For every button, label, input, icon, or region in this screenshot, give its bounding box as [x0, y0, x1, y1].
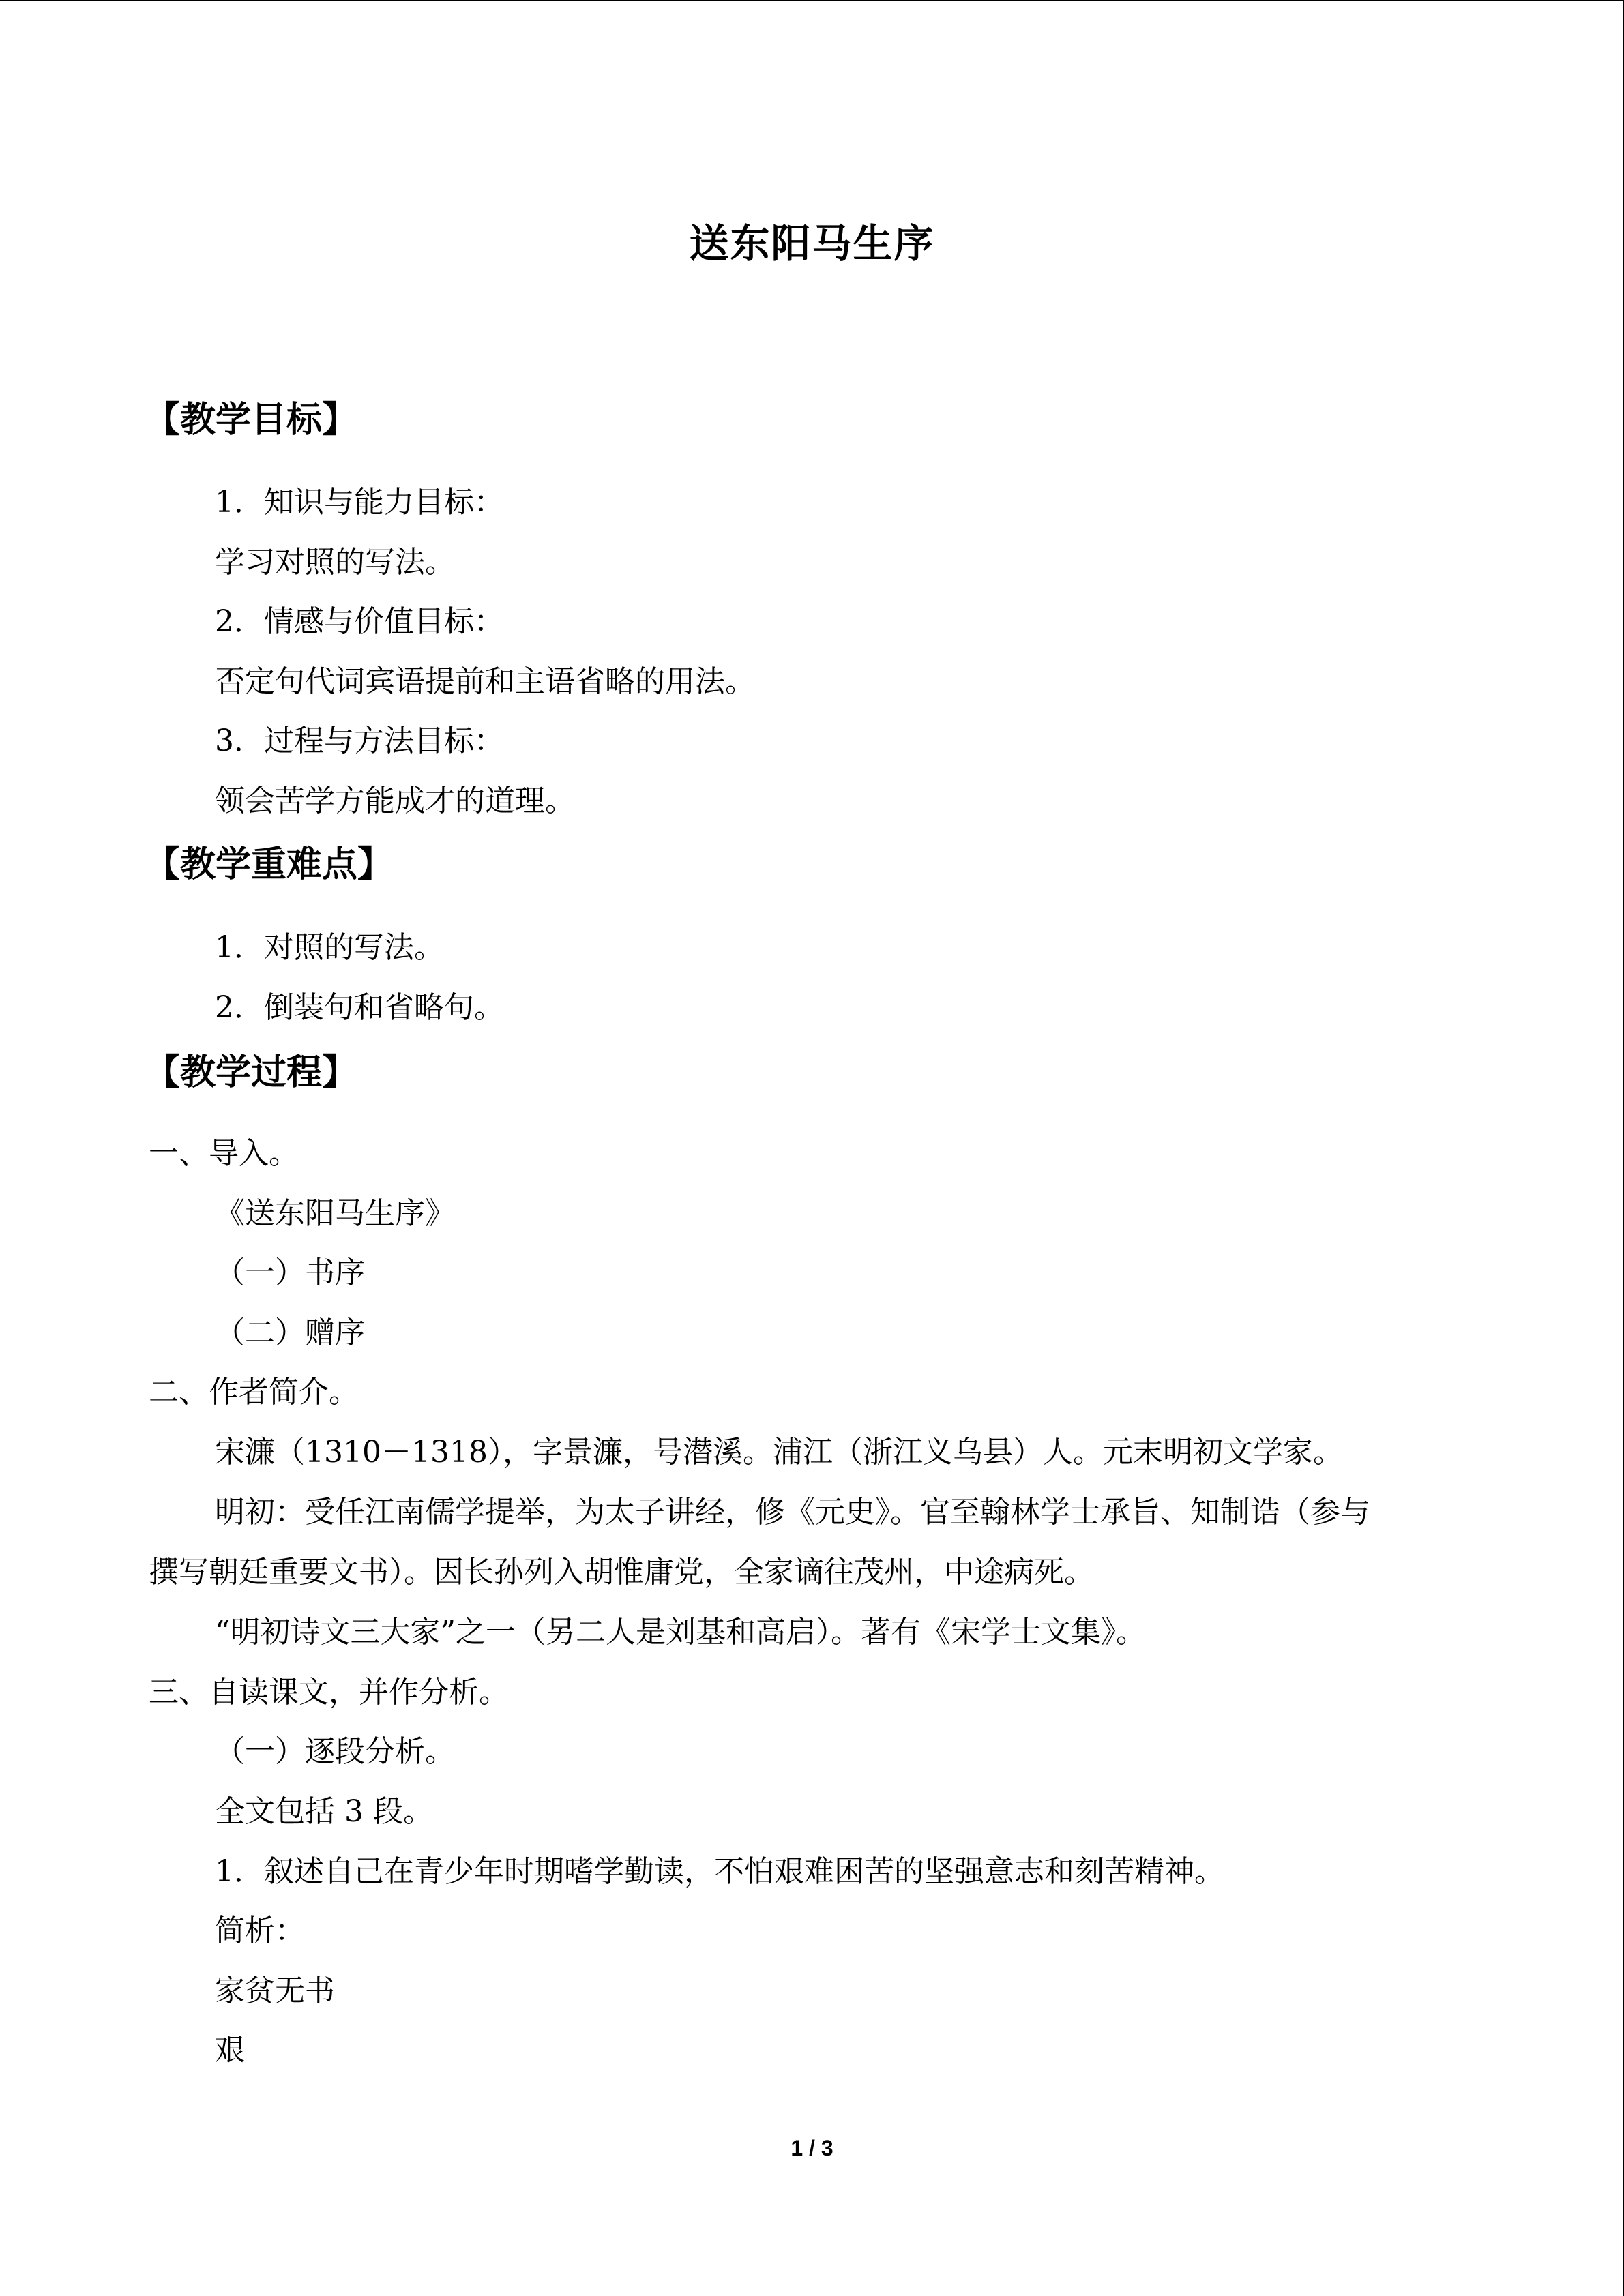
process-line: 1．叙述自己在青少年时期嗜学勤读，不怕艰难困苦的坚强意志和刻苦精神。: [215, 1854, 1224, 1889]
process-line: 《送东阳马生序》: [215, 1196, 455, 1231]
document-title: 送东阳马生序: [689, 220, 935, 267]
process-line: 全文包括 3 段。: [215, 1794, 433, 1829]
process-line: 简析：: [215, 1913, 305, 1948]
process-heading-intro: 一、导入。: [149, 1136, 299, 1171]
process-line: （二）赠序: [215, 1315, 365, 1350]
goal-line: 1．知识与能力目标：: [215, 485, 504, 520]
process-line: 艰: [215, 2033, 245, 2068]
author-paragraph: “明初诗文三大家”之一（另二人是刘基和高启）。著有《宋学士文集》。: [215, 1615, 1146, 1650]
process-heading-reading: 三、自读课文，并作分析。: [149, 1675, 509, 1710]
goal-line: 领会苦学方能成才的道理。: [215, 784, 575, 818]
goal-line: 学习对照的写法。: [215, 545, 455, 580]
process-line: 家贫无书: [215, 1973, 335, 2008]
keypoint-line: 2．倒装句和省略句。: [215, 990, 504, 1025]
section-heading-process: 【教学过程】: [145, 1052, 358, 1093]
goal-line: 3．过程与方法目标：: [215, 724, 504, 758]
section-heading-keypoints: 【教学重难点】: [145, 844, 394, 885]
author-paragraph-cont: 撰写朝廷重要文书）。因长孙列入胡惟庸党，全家谪往茂州，中途病死。: [149, 1555, 1094, 1590]
process-heading-author: 二、作者简介。: [149, 1375, 359, 1410]
author-paragraph: 明初：受任江南儒学提举，为太子讲经，修《元史》。官至翰林学士承旨、知制诰（参与: [215, 1495, 1370, 1530]
section-heading-goals: 【教学目标】: [145, 400, 358, 441]
keypoint-line: 1．对照的写法。: [215, 930, 444, 965]
author-paragraph: 宋濂（1310－1318），字景濂，号潜溪。浦江（浙江义乌县）人。元末明初文学家。: [215, 1435, 1343, 1470]
goal-line: 否定句代词宾语提前和主语省略的用法。: [215, 664, 755, 699]
goal-line: 2．情感与价值目标：: [215, 604, 504, 639]
process-line: （一）逐段分析。: [215, 1734, 455, 1769]
process-line: （一）书序: [215, 1255, 365, 1290]
page-number: 1 / 3: [791, 2136, 833, 2160]
